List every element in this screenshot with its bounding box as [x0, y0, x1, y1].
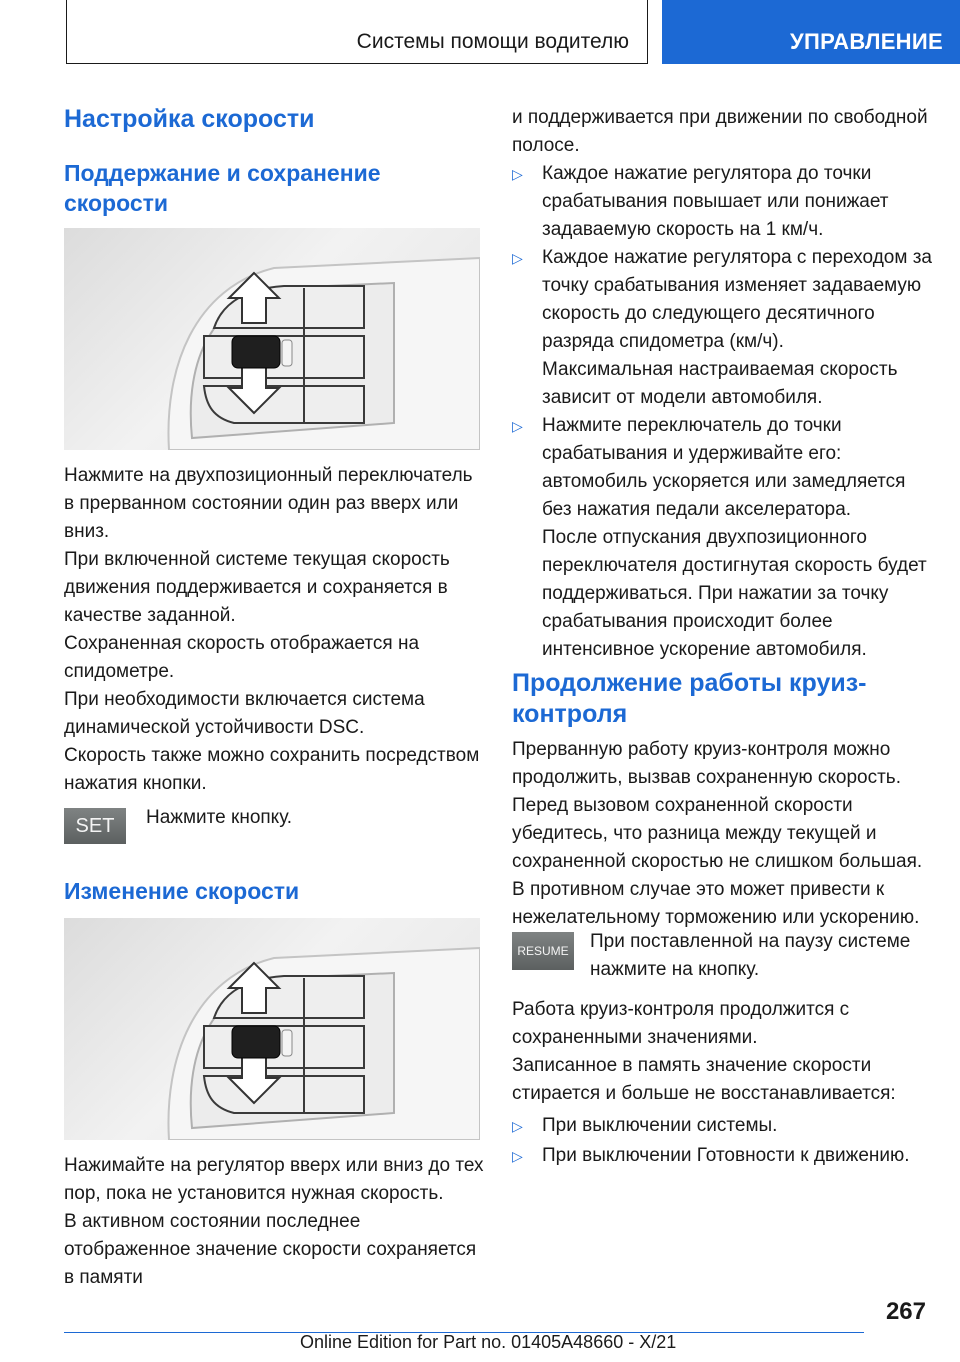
triangle-right-outline-icon: ▷: [512, 1118, 523, 1134]
paragraph-resumed-values: Работа круиз-контроля продолжится с сохраненными значениями.: [512, 999, 850, 1048]
paragraph-value-erased: Записанное в память значение скорости стирается и больше не восстанавливается:: [512, 1055, 896, 1104]
set-button-instruction: Нажмите кнопку.: [146, 807, 293, 828]
page-number: 267: [885, 1298, 926, 1325]
resume-button-instruction: При поставленной на паузу системе нажмите на кнопку.: [590, 931, 911, 980]
paragraph-check-difference: Перед вызовом сохраненной скорости убедитесь, что разница между текущей и сохраненной скоростью не слишком большая. В противном случае это может привести к нежелательному торможению или ускорению.: [512, 795, 923, 928]
paragraph-last-speed-saved: В активном состоянии последнее отображенное значение скорости сохраняется в памяти: [64, 1211, 477, 1288]
bullet-item: [512, 1142, 932, 1170]
header-chapter-tab[interactable]: УПРАВЛЕНИЕ: [662, 0, 960, 64]
edition-info: Online Edition for Part no. 01405A48660 - X/21: [300, 1332, 677, 1352]
set-button-image: SET: [64, 808, 126, 844]
subsection-title-change-speed: Изменение скорости: [64, 878, 300, 904]
bullet-note: Максимальная настраиваемая скорость зависит от модели автомобиля.: [542, 359, 898, 408]
bullet-text: При выключении Готовности к движению.: [542, 1145, 910, 1166]
paragraph-press-controller: Нажимайте на регулятор вверх или вниз до тех пор, пока не установится нужная скорость.: [64, 1155, 484, 1204]
paragraph-save-by-button: Скорость также можно сохранить посредством нажатия кнопки.: [64, 745, 480, 794]
triangle-right-outline-icon: ▷: [512, 250, 523, 266]
steering-wheel-buttons-illustration-2: [64, 918, 480, 1140]
section-title-resume: Продолжение работы круиз-контроля: [512, 669, 867, 728]
resume-button-image: RESUME: [512, 932, 574, 970]
steering-wheel-buttons-illustration: [64, 228, 480, 450]
bullet-note: После отпускания двухпозиционного переключателя достигнутая скорость будет поддерживаться. При нажатии за точку срабатывания происходит более интенсивное ускорение автомобиля.: [542, 527, 927, 660]
bullet-text: Каждое нажатие регулятора с переходом за точку срабатывания изменяет задаваемую скорость до следующего десятичного разряда спидометра (км/ч).: [542, 247, 932, 352]
bullet-item: [512, 244, 932, 356]
steering-wheel-photo-1: [64, 228, 480, 450]
bullet-text: Каждое нажатие регулятора до точки срабатывания повышает или понижает задаваемую скорость на 1 км/ч.: [542, 163, 889, 240]
paragraph-resume-possible: Прерванную работу круиз-контроля можно продолжить, вызвав сохраненную скорость.: [512, 739, 901, 788]
subsection-title-maintain: Поддержание и сохранение скорости: [64, 160, 381, 216]
steering-wheel-photo-2: [64, 918, 480, 1140]
bullet-text: Нажмите переключатель до точки срабатывания и удерживайте его: автомобиль ускоряется или замедляется без нажатия педали акселератора.: [542, 415, 906, 520]
section-title: Настройка скорости: [64, 105, 315, 133]
paragraph-continued: и поддерживается при движении по свободной полосе.: [512, 107, 928, 156]
triangle-right-outline-icon: ▷: [512, 166, 523, 182]
triangle-right-outline-icon: ▷: [512, 1148, 523, 1164]
header-section-box: [66, 0, 648, 64]
bullet-item: [512, 412, 932, 524]
triangle-right-outline-icon: ▷: [512, 418, 523, 434]
bullet-item: [512, 160, 932, 244]
paragraph-speed-displayed: Сохраненная скорость отображается на спидометре.: [64, 633, 420, 682]
header-section-title: Системы помощи водителю: [356, 30, 629, 53]
bullet-text: При выключении системы.: [542, 1115, 778, 1136]
paragraph-dsc: При необходимости включается система динамической устойчивости DSC.: [64, 689, 425, 738]
bullet-item: [512, 1112, 932, 1140]
paragraph-speed-maintained: При включенной системе текущая скорость движения поддерживается и сохраняется в качестве заданной.: [64, 549, 450, 626]
paragraph-press-switch: Нажмите на двухпозиционный переключатель в прерванном состоянии один раз вверх или вниз.: [64, 465, 473, 542]
